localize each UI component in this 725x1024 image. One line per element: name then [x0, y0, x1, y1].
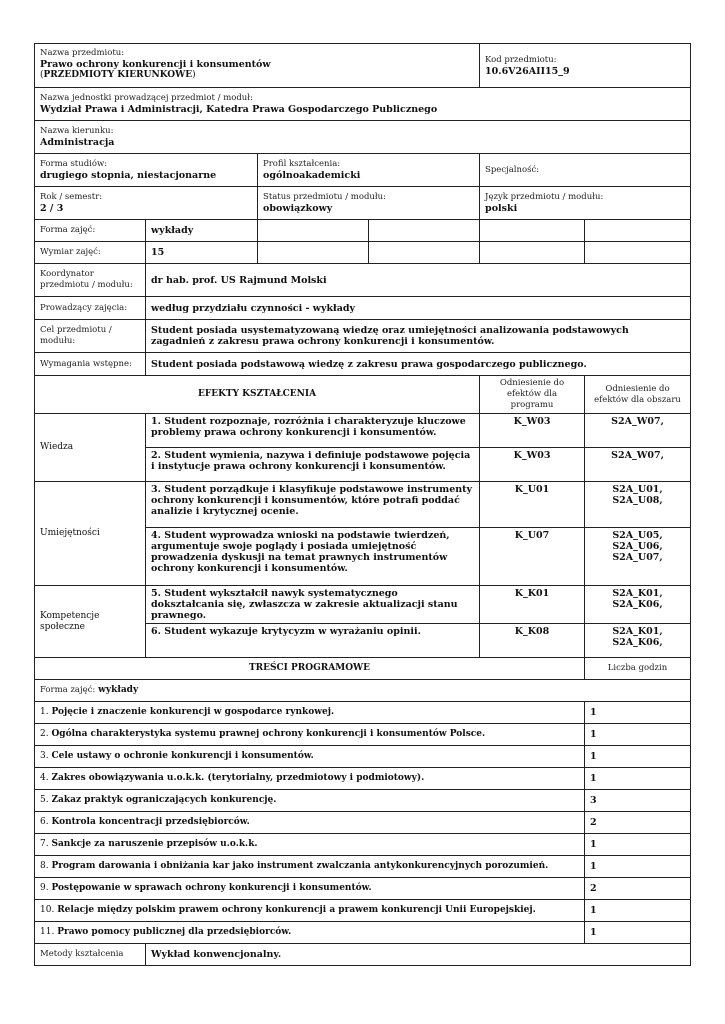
area-code: S2A_K01, [612, 626, 663, 637]
content-topic-hours: 1 [585, 922, 691, 944]
study-form: drugiego stopnia, niestacjonarne [40, 170, 217, 181]
effects-table [34, 375, 691, 658]
effects-area-header: Odniesienie do efektów dla obszaru [585, 376, 691, 414]
content-topic-text: Relacje między polskim prawem ochrony konkurencji a prawem konkurencji Unii Europejskiej. [57, 905, 536, 915]
content-row [35, 702, 691, 724]
content-hours-header: Liczba godzin [585, 658, 691, 680]
effects-category: Kompetencje społeczne [35, 586, 146, 658]
course-code-cell [480, 44, 691, 88]
area-code: S2A_U01, [612, 484, 663, 495]
effect-text: 5. Student wykształcił nawyk systematycznego dokształcania się, zwłaszcza w zakresie aktualizacji stanu prawnego. [146, 586, 480, 624]
class-form-label: Forma zajęć: [35, 220, 146, 242]
effect-area-codes [585, 624, 691, 658]
empty-cell [369, 220, 480, 242]
effect-area-codes [585, 528, 691, 586]
unit-label: Nazwa jednostki prowadzącej przedmiot / moduł: [40, 93, 253, 103]
study-form-cell [35, 154, 258, 187]
content-rows [35, 702, 691, 944]
content-topic-hours: 3 [585, 790, 691, 812]
content-topic-hours: 1 [585, 768, 691, 790]
content-topic-text: Kontrola koncentracji przedsiębiorców. [51, 817, 250, 827]
requirements: Student posiada podstawową wiedzę z zakresu prawa gospodarczego publicznego. [146, 353, 691, 376]
content-title: TREŚCI PROGRAMOWE [35, 658, 585, 680]
content-topic-number: 8. [40, 861, 49, 871]
area-code: S2A_K06, [612, 637, 663, 648]
effect-area-codes [585, 448, 691, 482]
area-code: S2A_K01, [612, 588, 663, 599]
content-topic-hours: 1 [585, 702, 691, 724]
content-topic-text: Program darowania i obniżania kar jako instrument zwalczania antykonkurencyjnych porozumień. [51, 861, 549, 871]
content-topic-text: Ogólna charakterystyka systemu prawnej ochrony konkurencji i konsumentów Polsce. [51, 729, 486, 739]
major-cell [35, 121, 691, 154]
effect-program-code: K_W03 [480, 414, 585, 448]
content-topic-number: 6. [40, 817, 49, 827]
major-label: Nazwa kierunku: [40, 126, 114, 136]
content-topic-text: Zakaz praktyk ograniczających konkurencję. [51, 795, 277, 805]
empty-cell [258, 242, 369, 264]
year-cell [35, 187, 258, 220]
course-name-cell [35, 44, 480, 88]
content-topic [35, 856, 585, 878]
language: polski [485, 203, 518, 214]
content-form-value: wykłady [98, 685, 139, 695]
content-row [35, 724, 691, 746]
effects-title: EFEKTY KSZTAŁCENIA [35, 376, 480, 414]
teacher: według przydziału czynności - wykłady [146, 297, 691, 320]
status-cell [258, 187, 480, 220]
course-code: 10.6V26AII15_9 [485, 65, 570, 77]
status-label: Status przedmiotu / modułu: [263, 192, 386, 202]
content-row [35, 900, 691, 922]
area-code: S2A_U08, [612, 495, 663, 506]
language-cell [480, 187, 691, 220]
profile: ogólnoakademicki [263, 170, 361, 181]
content-topic [35, 834, 585, 856]
language-label: Język przedmiotu / modułu: [485, 192, 604, 202]
content-topic-hours: 1 [585, 834, 691, 856]
content-topic-number: 10. [40, 905, 55, 915]
empty-cell [585, 242, 691, 264]
effect-program-code: K_U07 [480, 528, 585, 586]
content-topic-hours: 2 [585, 878, 691, 900]
area-code: S2A_W07, [611, 450, 664, 461]
coordinator-label: Koordynator przedmiotu / modułu: [35, 264, 146, 297]
content-topic-hours: 1 [585, 746, 691, 768]
content-row [35, 856, 691, 878]
empty-cell [480, 220, 585, 242]
course-name-label: Nazwa przedmiotu: [40, 48, 125, 58]
content-row [35, 812, 691, 834]
study-form-label: Forma studiów: [40, 159, 108, 169]
content-topic-number: 9. [40, 883, 49, 893]
year-semester: 2 / 3 [40, 203, 64, 214]
methods-label: Metody kształcenia [35, 944, 146, 966]
empty-cell [585, 220, 691, 242]
content-topic-number: 1. [40, 707, 49, 717]
effect-text: 1. Student rozpoznaje, rozróżnia i charakteryzuje kluczowe problemy prawa ochrony konkurencji i konsumentów. [146, 414, 480, 448]
content-topic [35, 746, 585, 768]
area-code: S2A_K06, [612, 599, 663, 610]
content-topic-text: Postępowanie w sprawach ochrony konkurencji i konsumentów. [51, 883, 372, 893]
effect-program-code: K_W03 [480, 448, 585, 482]
content-topic [35, 768, 585, 790]
hours-label: Wymiar zajęć: [35, 242, 146, 264]
content-topic-hours: 1 [585, 856, 691, 878]
effect-text: 6. Student wykazuje krytycyzm w wyrażaniu opinii. [146, 624, 480, 658]
content-topic-hours: 1 [585, 900, 691, 922]
content-topic-number: 3. [40, 751, 49, 761]
hours: 15 [146, 242, 258, 264]
content-topic [35, 724, 585, 746]
effect-area-codes [585, 482, 691, 528]
content-topic-text: Cele ustawy o ochronie konkurencji i konsumentów. [51, 751, 314, 761]
specialty-cell [480, 154, 691, 187]
content-row [35, 768, 691, 790]
area-code: S2A_U05, [612, 530, 663, 541]
area-code: S2A_U06, [612, 541, 663, 552]
content-topic-number: 4. [40, 773, 49, 783]
content-row [35, 834, 691, 856]
group-paren-open: ( [40, 70, 44, 80]
content-topic-text: Sankcje za naruszenie przepisów u.o.k.k. [51, 839, 258, 849]
content-row [35, 790, 691, 812]
empty-cell [258, 220, 369, 242]
major-name: Administracja [40, 137, 115, 148]
effect-area-codes [585, 414, 691, 448]
methods-table [34, 943, 691, 966]
content-form-label: Forma zajęć: [40, 685, 96, 695]
class-form: wykłady [146, 220, 258, 242]
empty-cell [480, 242, 585, 264]
content-topic-hours: 2 [585, 812, 691, 834]
effect-program-code: K_K08 [480, 624, 585, 658]
content-topic-hours: 1 [585, 724, 691, 746]
content-topic-text: Prawo pomocy publicznej dla przedsiębiorców. [57, 927, 292, 937]
effects-category: Wiedza [35, 414, 146, 482]
content-topic [35, 878, 585, 900]
unit-name: Wydział Prawa i Administracji, Katedra Prawa Gospodarczego Publicznego [40, 104, 438, 115]
effects-program-header: Odniesienie do efektów dla programu [480, 376, 585, 414]
content-topic [35, 790, 585, 812]
content-topic [35, 922, 585, 944]
effect-program-code: K_U01 [480, 482, 585, 528]
content-row [35, 878, 691, 900]
effect-text: 3. Student porządkuje i klasyfikuje podstawowe instrumenty ochrony konkurencji i konsumentów, które potrafi poddać analizie i krytycznej ocenie. [146, 482, 480, 528]
content-topic-number: 5. [40, 795, 49, 805]
coordinator: dr hab. prof. US Rajmund Molski [146, 264, 691, 297]
profile-cell [258, 154, 480, 187]
area-code: S2A_W07, [611, 416, 664, 427]
content-topic [35, 702, 585, 724]
teacher-label: Prowadzący zajęcia: [35, 297, 146, 320]
content-topic-text: Pojęcie i znaczenie konkurencji w gospodarce rynkowej. [51, 707, 335, 717]
effects-category: Umiejętności [35, 482, 146, 586]
content-topic-text: Zakres obowiązywania u.o.k.k. (terytorialny, przedmiotowy i podmiotowy). [51, 773, 425, 783]
status: obowiązkowy [263, 203, 333, 214]
content-topic-number: 7. [40, 839, 49, 849]
content-topic-number: 2. [40, 729, 49, 739]
content-topic [35, 812, 585, 834]
content-table [34, 657, 691, 944]
effect-text: 4. Student wyprowadza wnioski na podstawie twierdzeń, argumentuje swoje poglądy i posiada umiejętność prowadzenia dyskusji na temat prawnych instrumentów ochrony konkurencji i konsumentów. [146, 528, 480, 586]
specialty-label: Specjalność: [485, 164, 540, 175]
unit-cell [35, 88, 691, 121]
area-code: S2A_U07, [612, 552, 663, 563]
content-topic-number: 11. [40, 927, 55, 937]
effect-text: 2. Student wymienia, nazywa i definiuje podstawowe pojęcia i instytucje prawa ochrony konkurencji i konsumentów. [146, 448, 480, 482]
course-info-table [34, 43, 691, 376]
group-paren-close: ) [192, 70, 196, 80]
empty-cell [369, 242, 480, 264]
year-label: Rok / semestr: [40, 192, 103, 202]
requirements-label: Wymagania wstępne: [35, 353, 146, 376]
content-form-row [35, 680, 691, 702]
goal-label: Cel przedmiotu / modułu: [35, 320, 146, 353]
content-topic [35, 900, 585, 922]
course-syllabus-document [34, 43, 690, 966]
effect-area-codes [585, 586, 691, 624]
content-row [35, 922, 691, 944]
goal: Student posiada usystematyzowaną wiedzę oraz umiejętności analizowania podstawowych zagadnień z zakresu prawa ochrony konkurencji i konsumentów. [146, 320, 691, 353]
content-row [35, 746, 691, 768]
course-group: PRZEDMIOTY KIERUNKOWE [43, 70, 193, 80]
effect-program-code: K_K01 [480, 586, 585, 624]
profile-label: Profil kształcenia: [263, 159, 341, 169]
course-code-label: Kod przedmiotu: [485, 54, 557, 65]
methods: Wykład konwencjonalny. [146, 944, 691, 966]
course-name: Prawo ochrony konkurencji i konsumentów [40, 59, 271, 70]
